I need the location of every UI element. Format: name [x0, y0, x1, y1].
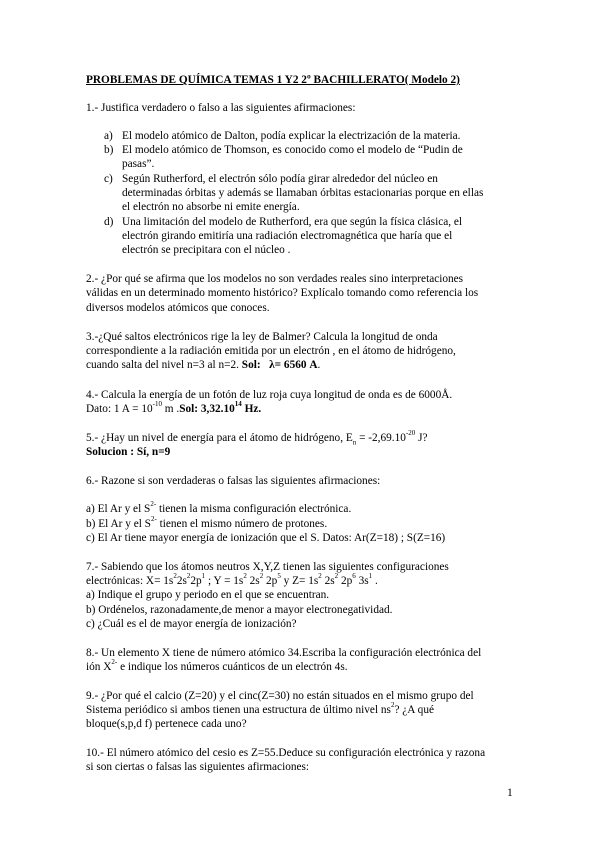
- q6-a-sup: 2-: [150, 500, 157, 509]
- q9-line3: bloque(s,p,d f) pertenece cada uno?: [86, 718, 247, 730]
- q9-sup: 2: [390, 701, 395, 710]
- q4-solution-exp: 14: [234, 400, 242, 409]
- q7-item-c: c) ¿Cuál es el de mayor energía de ionización?: [86, 618, 297, 630]
- q2-line2: válidas en un determinado momento histórico? Explícalo tomando como referencia los: [86, 287, 479, 299]
- q7-sup: 1: [368, 572, 373, 581]
- q1-item-b-label: b): [104, 144, 114, 156]
- q7-sup: 2: [334, 572, 339, 581]
- q4-line1: 4.- Calcula la energía de un fotón de luz roja cuya longitud de onda es de 6000Å.: [86, 389, 453, 401]
- q3-line1: 3.-¿Qué saltos electrónicos rige la ley de Balmer? Calcula la longitud de onda: [86, 331, 438, 343]
- q6-item-a: [86, 502, 351, 516]
- q6-intro: 6.- Razone si son verdaderas o falsas las siguientes afirmaciones:: [86, 475, 381, 487]
- q1-item-c-line3: el electrón no absorbe ni emite energía.: [122, 201, 300, 213]
- q7-sup: 2: [318, 572, 322, 581]
- q7-config-part: 2s: [246, 575, 260, 587]
- q7-config-part: 2s: [321, 575, 335, 587]
- q4-solution-unit: Hz.: [241, 403, 262, 415]
- q1-item-d-label: d): [104, 216, 114, 228]
- q10-line1: 10.- El número atómico del cesio es Z=55.Deduce su configuración electrónica y razona: [86, 747, 486, 759]
- q7-sup: 2: [186, 572, 191, 581]
- q9-line2: [86, 703, 434, 717]
- q10-line2: si son ciertas o falsas las siguientes afirmaciones:: [86, 761, 310, 773]
- q7-config-y: ; Y = 1s: [205, 575, 244, 587]
- q5-subscript: n: [352, 438, 357, 447]
- q7-config-part: 2p: [338, 575, 353, 587]
- q7-config-part: 2s: [176, 575, 187, 587]
- q7-sup: 2: [173, 572, 177, 581]
- q6-item-b: [86, 517, 327, 531]
- q9-text-a: Sistema periódico si ambos tienen una estructura de último nivel ns: [86, 704, 391, 716]
- q1-item-a-text: El modelo atómico de Dalton, podía explicar la electrización de la materia.: [122, 130, 461, 142]
- q7-item-a: a) Indique el grupo y periodo en el que se encuentran.: [86, 589, 330, 601]
- q7-item-b: b) Ordénelos, razonadamente,de menor a mayor electronegatividad.: [86, 604, 393, 616]
- q8-text-a: ión X: [86, 661, 112, 673]
- q4-line2: [86, 402, 261, 416]
- q6-a-text2: tienen la misma configuración electrónica.: [156, 503, 352, 515]
- q7-config-part: 3s: [355, 575, 369, 587]
- q9-line1: 9.- ¿Por qué el calcio (Z=20) y el cinc(Z=30) no están situados en el mismo grupo del: [86, 690, 474, 702]
- q7-config-x-a: electrónicas: X= 1s: [86, 575, 174, 587]
- q6-b-sup: 2-: [150, 515, 157, 524]
- q7-sup: 2: [259, 572, 264, 581]
- q8-sup: 2-: [111, 658, 118, 667]
- q7-line1: 7.- Sabiendo que los átomos neutros X,Y,Z tienen las siguientes configuraciones: [86, 561, 449, 573]
- q5-exponent: -20: [405, 429, 416, 438]
- q1-item-d-line1: Una limitación del modelo de Rutherford, era que según la física clásica, el: [122, 216, 463, 228]
- page-number: 1: [507, 787, 513, 799]
- q7-line2: [86, 574, 378, 588]
- q9-text-b: ? ¿A qué: [394, 704, 434, 716]
- q1-item-c-label: c): [104, 173, 113, 185]
- q1-item-b-line2: pasas”.: [122, 158, 155, 170]
- q1-item-c-line1: Según Rutherford, el electrón sólo podía girar alrededor del núcleo en: [122, 173, 438, 185]
- q1-item-c-line2: determinadas órbitas y además se llamaban órbitas estacionarias porque en ellas: [122, 187, 484, 199]
- q4-dato-unit: m .: [161, 403, 180, 415]
- q1-item-b-line1: El modelo atómico de Thomson, es conocido como el modelo de “Pudin de: [122, 144, 463, 156]
- q6-item-c: c) El Ar tiene mayor energía de ionización que el S. Datos: Ar(Z=18) ; S(Z=16): [86, 532, 446, 544]
- q2-line3: diversos modelos atómicos que conoces.: [86, 302, 270, 314]
- q1-item-d-line3: electrón se precipitara con el núcleo .: [122, 244, 291, 256]
- q3-line3: [86, 358, 320, 372]
- q7-sup: 1: [201, 572, 206, 581]
- page-title: PROBLEMAS DE QUÍMICA TEMAS 1 Y2 2º BACHILLERATO( Modelo 2): [86, 74, 460, 86]
- q5-text-a: 5.- ¿Hay un nivel de energía para el átomo de hidrógeno, E: [86, 432, 353, 444]
- q8-line2: [86, 660, 348, 674]
- q4-solution: Sol: 3,32.10: [179, 403, 235, 415]
- q2-line1: 2.- ¿Por qué se afirma que los modelos no son verdades reales sino interpretaciones: [86, 273, 464, 285]
- q3-solution-label: Sol:: [241, 359, 261, 371]
- q5-line1: [86, 431, 428, 445]
- q4-dato: Dato: 1 A = 10: [86, 403, 153, 415]
- q6-b-text2: tienen el mismo número de protones.: [156, 518, 328, 530]
- q8-line1: 8.- Un elemento X tiene de número atómico 34.Escriba la configuración electrónica del: [86, 647, 482, 659]
- q6-a-text1: a) El Ar y el S: [86, 503, 151, 515]
- q8-text-b: e indique los números cuánticos de un electrón 4s.: [117, 661, 348, 673]
- q6-b-text1: b) El Ar y el S: [86, 518, 151, 530]
- q3-solution-value: λ= 6560 A: [269, 359, 318, 371]
- q7-sup: 2: [243, 572, 247, 581]
- q5-solution: Solucion : Sí, n=9: [86, 446, 171, 458]
- q4-dato-exp: -10: [152, 400, 162, 409]
- q3-solution-end: .: [317, 359, 321, 371]
- q3-line2: correspondiente a la radiación emitida por un electrón , en el átomo de hidrógeno,: [86, 345, 456, 357]
- q1-item-d-line2: electrón girando emitiría una radiación electromagnética que haría que el: [122, 230, 453, 242]
- q5-text-b: = -2,69.10: [356, 432, 406, 444]
- q7-sup: 5: [277, 572, 281, 581]
- q7-sup: 6: [352, 572, 356, 581]
- q7-config-part: 2p: [263, 575, 278, 587]
- q1-item-a-label: a): [104, 130, 113, 142]
- q7-config-end: .: [372, 575, 378, 587]
- q3-line3-text: cuando salta del nivel n=3 al n=2.: [86, 359, 242, 371]
- q7-config-part: 2p: [190, 575, 202, 587]
- q5-text-c: J?: [415, 432, 428, 444]
- q1-intro: 1.- Justifica verdadero o falso a las siguientes afirmaciones:: [86, 102, 356, 114]
- q7-config-z: y Z= 1s: [280, 575, 319, 587]
